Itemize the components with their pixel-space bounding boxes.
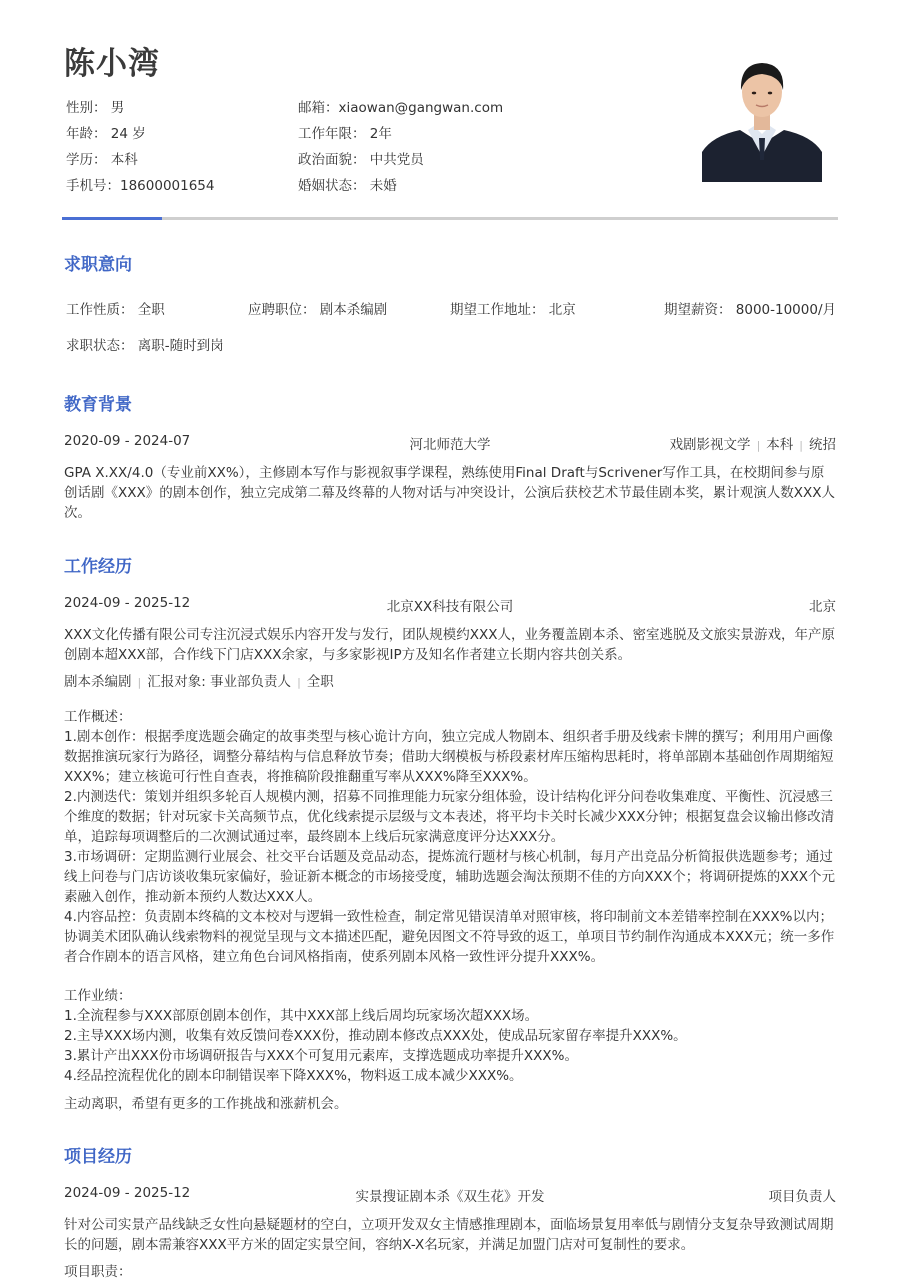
project-name: 实景搜证剧本杀《双生花》开发 — [355, 1189, 545, 1205]
work-results — [64, 986, 836, 1086]
education-type: 统招 — [809, 437, 836, 453]
work-result-item: 3.累计产出XXX份市场调研报告与XXX个可复用元素库，支撑选题成功率提升XXX%。 — [64, 1048, 578, 1064]
work-overview-title: 工作概述： — [64, 709, 132, 725]
info-phone: 手机号：18600001654 — [66, 178, 215, 194]
project-description: 针对公司实景产品线缺乏女性向悬疑题材的空白，立项开发双女主情感推理剧本，面临场景复用率低与剧情分支复杂导致测试周期长的问题，剧本需兼容XXX平方米的固定实景空间，容纳X-X名玩家，并满足加盟门店对可复制性的要求。 — [64, 1217, 834, 1253]
education-major: 戏剧影视文学 — [669, 437, 751, 453]
info-work-years: 工作年限： 2年 — [298, 126, 392, 142]
project-header-row — [64, 1185, 836, 1205]
work-result-item: 1.全流程参与XXX部原创剧本创作，其中XXX部上线后周均玩家场次超XXX场。 — [64, 1008, 539, 1024]
info-political: 政治面貌： 中共党员 — [298, 152, 424, 168]
tag-separator: | — [137, 676, 142, 689]
info-gender: 性别： 男 — [66, 100, 125, 116]
work-company: 北京XX科技有限公司 — [386, 599, 514, 615]
work-result-item: 2.主导XXX场内测，收集有效反馈问卷XXX份，推动剧本修改点XXX处，使成品玩家留存率提升XXX%。 — [64, 1028, 687, 1044]
education-period: 2020-09 - 2024-07 — [64, 433, 191, 449]
work-overview-item: 1.剧本创作：根据季度选题会确定的故事类型与核心诡计方向，独立完成人物剧本、组织者手册及线索卡牌的撰写；利用用户画像数据推演玩家行为路径，调整分幕结构与信息释放节奏；借助大纲模板与桥段素材库压缩构思耗时，将单部剧本基础创作周期缩短XXX%；建立核诡可行性自查表，将推稿阶段推翻重写率从XXX%降至XXX%。 — [64, 729, 834, 785]
section-title-intent: 求职意向 — [64, 255, 132, 275]
work-period: 2024-09 - 2025-12 — [64, 595, 191, 611]
education-header-row — [64, 433, 836, 453]
candidate-name: 陈小湾 — [64, 46, 160, 82]
portrait-photo — [702, 52, 822, 182]
work-leave-reason: 主动离职，希望有更多的工作挑战和涨薪机会。 — [64, 1096, 348, 1112]
project-role: 项目负责人 — [768, 1189, 836, 1205]
tag-separator: | — [756, 439, 761, 452]
section-title-work: 工作经历 — [64, 557, 132, 577]
intent-location: 期望工作地址： 北京 — [450, 302, 576, 318]
tag-separator: | — [297, 676, 301, 689]
work-job-type: 全职 — [306, 674, 334, 690]
tag-separator: | — [799, 439, 803, 452]
portrait-photo-icon — [702, 52, 822, 182]
work-overview — [64, 707, 836, 967]
info-age: 年龄： 24 岁 — [66, 126, 146, 142]
education-degree: 本科 — [766, 437, 794, 453]
work-tags — [64, 672, 836, 693]
education-school: 河北师范大学 — [409, 437, 491, 453]
intent-job-type: 工作性质： 全职 — [66, 302, 165, 318]
work-role: 剧本杀编剧 — [64, 674, 132, 690]
intent-position: 应聘职位： 剧本杀编剧 — [248, 302, 388, 318]
work-overview-item: 3.市场调研：定期监测行业展会、社交平台话题及竞品动态，提炼流行题材与核心机制，每月产出竞品分析简报供选题参考；通过线上问卷与门店访谈收集玩家偏好，验证新本概念的市场接受度，辅助选题会淘汰预期不佳的方向XXX个；将调研提炼的XXX个元素融入创作，推动新本预约人数达XXX人。 — [64, 849, 835, 905]
header-divider — [62, 217, 838, 220]
work-result-item: 4.经品控流程优化的剧本印制错误率下降XXX%，物料返工成本减少XXX%。 — [64, 1068, 523, 1084]
project-duties-title: 项目职责： — [64, 1264, 132, 1280]
work-company-description: XXX文化传播有限公司专注沉浸式娱乐内容开发与发行，团队规模约XXX人，业务覆盖剧本杀、密室逃脱及文旅实景游戏，年产原创剧本超XXX部，合作线下门店XXX余家，与多家影视IP方及知名作者建立长期内容共创关系。 — [64, 627, 835, 663]
info-marital: 婚姻状态： 未婚 — [298, 178, 397, 194]
info-education: 学历： 本科 — [66, 152, 138, 168]
education-description: GPA X.XX/4.0（专业前XX%），主修剧本写作与影视叙事学课程，熟练使用Final Draft与Scrivener写作工具，在校期间参与原创话剧《XXX》的剧本创作，独立完成第二幕及终幕的人物对话与冲突设计，公演后获校艺术节最佳剧本奖，累计观演人数XXX人次。 — [64, 465, 835, 521]
project-period: 2024-09 - 2025-12 — [64, 1185, 191, 1201]
education-tags — [670, 433, 836, 453]
section-title-project: 项目经历 — [64, 1147, 132, 1167]
section-title-education: 教育背景 — [64, 395, 132, 415]
work-city: 北京 — [809, 599, 836, 615]
work-overview-item: 2.内测迭代：策划并组织多轮百人规模内测，招募不同推理能力玩家分组体验，设计结构化评分问卷收集难度、平衡性、沉浸感三个维度的数据；针对玩家卡关高频节点，优化线索提示层级与文本表述，将平均卡关时长减少XXX分钟；根据复盘会议输出修改清单，追踪每项调整后的二次测试通过率，最终剧本上线后玩家满意度评分达XXX分。 — [64, 789, 835, 845]
work-overview-item: 4.内容品控：负责剧本终稿的文本校对与逻辑一致性检查，制定常见错误清单对照审核，将印制前文本差错率控制在XXX%以内；协调美术团队确认线索物料的视觉呈现与文本描述匹配，避免因图文不符导致的返工，单项目节约制作沟通成本XXX元；统一多作者合作剧本的语言风格，建立角色台词风格指南，使系列剧本风格一致性评分提升XXX%。 — [64, 909, 835, 965]
work-results-title: 工作业绩： — [64, 988, 132, 1004]
header-divider-accent — [62, 217, 162, 220]
info-email: 邮箱：xiaowan@gangwan.com — [298, 100, 504, 116]
work-header-row — [64, 595, 836, 615]
intent-salary: 期望薪资： 8000-10000/月 — [663, 302, 836, 318]
work-report-to: 汇报对象: 事业部负责人 — [147, 674, 292, 690]
intent-status: 求职状态： 离职-随时到岗 — [66, 338, 224, 354]
